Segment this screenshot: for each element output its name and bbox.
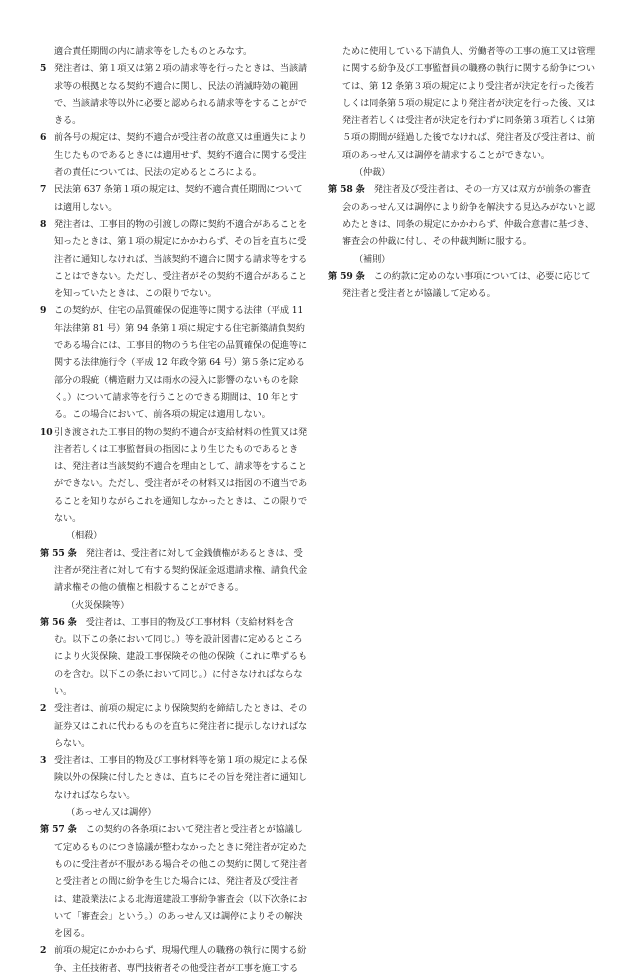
paragraph-number: 6 — [40, 132, 47, 144]
article — [328, 181, 596, 250]
paragraph — [40, 129, 308, 181]
paragraph — [40, 942, 308, 977]
article — [40, 821, 308, 942]
paragraph — [40, 302, 308, 423]
article-heading: （あっせん又は調停） — [66, 807, 157, 819]
paragraph — [40, 60, 308, 129]
paragraph-text: 前項の規定にかかわらず、現場代理人の職務の執行に関する紛争、主任技術者、専門技術者その他受注者が工事を施工する — [54, 945, 307, 974]
article-heading: （仲裁） — [354, 167, 391, 179]
article-number: 第 55 条 — [40, 547, 77, 559]
paragraph — [40, 424, 308, 528]
paragraph-text: 前各号の規定は、契約不適合が受注者の故意又は重過失により生じたものであるときには適用せず、契約不適合に関する受注者の責任については、民法の定めるところによる。 — [54, 132, 308, 179]
article-text: この約款に定めのない事項については、必要に応じて発注者と受注者とが協議して定める。 — [342, 270, 591, 300]
paragraph-number: 5 — [40, 63, 47, 75]
article-heading: （火災保険等） — [66, 599, 130, 611]
article-text: 発注者は、受注者に対して金銭債権があるときは、受注者が発注者に対して有する契約保証金返還請求権、請負代金請求権その他の債権と相殺することができる。 — [54, 547, 308, 594]
paragraph-text: 受注者は、前項の規定により保険契約を締結したときは、その証券又はこれに代わるものを直ちに発注者に提示しなければならない。 — [54, 703, 308, 749]
paragraph — [40, 752, 308, 804]
article-number: 第 59 条 — [328, 270, 365, 282]
paragraph-number: 8 — [40, 218, 47, 230]
article-number: 第 56 条 — [40, 616, 77, 628]
continuation-text: ために使用している下請負人、労働者等の工事の施工又は管理に関する紛争及び工事監督員の職務の執行に関する紛争については、第 12 条第３項の規定により受注者が決定を行った後若しくは同条第５項の規定により発注者が決定を行った後、又は発注者若しくは受注者が決定を行わずに同条第３項若しくは第５項の期間が経過した後でなければ、発注者及び受注者は、前項のあっせん又は調停を請求することができない。 — [342, 46, 596, 161]
continuation-text: 適合責任期間の内に請求等をしたものとみなす。 — [54, 46, 253, 57]
paragraph-number: 2 — [40, 703, 47, 715]
paragraph-text: 受注者は、工事目的物及び工事材料等を第１項の規定による保険以外の保険に付したときは、直ちにその旨を発注者に通知しなければならない。 — [54, 755, 308, 801]
left-column — [40, 43, 308, 977]
article — [328, 268, 596, 303]
paragraph — [40, 700, 308, 752]
article — [40, 614, 308, 700]
article-text: 発注者及び受注者は、その一方又は双方が前条の審査会のあっせん又は調停により紛争を解決する見込みがないと認めたときは、同条の規定にかかわらず、仲裁合意書に基づき、審査会の仲裁に付し、その仲裁判断に服する。 — [342, 184, 595, 248]
article — [40, 545, 308, 597]
paragraph-text: 発注者は、第１項又は第２項の請求等を行ったときは、当該請求等の根拠となる契約不適合に関し、民法の消滅時効の範囲で、当該請求等以外に必要と認められる請求等をすることができる。 — [54, 63, 308, 127]
article-heading: （補則） — [354, 253, 391, 265]
article-number: 第 58 条 — [328, 184, 365, 196]
paragraph-number: 9 — [40, 305, 47, 317]
article-heading: （相殺） — [66, 530, 103, 542]
paragraph — [40, 216, 308, 302]
paragraph-text: この契約が、住宅の品質確保の促進等に関する法律（平成 11 年法律第 81 号）第 94 条第１項に規定する住宅新築請負契約である場合には、工事目的物のうち住宅の品質確保の促進等に関する法律施行令（平成 12 年政令第 64 号）第５条に定める部分の瑕疵（構造耐力又は雨水の浸入に影響のないものを除く。）について請求等を行うことのできる期間は、10 年とする。この場合において、前各項の規定は適用しない。 — [54, 305, 308, 421]
right-column — [328, 43, 596, 302]
paragraph-text: 民法第 637 条第１項の規定は、契約不適合責任期間については適用しない。 — [54, 184, 303, 213]
paragraph-text: 発注者は、工事目的物の引渡しの際に契約不適合があることを知ったときは、第１項の規定にかかわらず、その旨を直ちに受注者に通知しなければ、当該契約不適合に関する請求等をすることはできない。ただし、受注者がその契約不適合があることを知っていたときは、この限りでない。 — [54, 218, 308, 300]
article-text: この契約の各条項において発注者と受注者とが協議して定めるものにつき協議が整わなかったときに発注者が定めたものに受注者が不服がある場合その他この契約に関して発注者と受注者との間に紛争を生じた場合には、発注者及び受注者は、建設業法による北海道建設工事紛争審査会（以下次条において「審査会」という。）のあっせん又は調停によりその解決を図る。 — [54, 824, 308, 940]
paragraph-text: 引き渡された工事目的物の契約不適合が支給材料の性質又は発注者若しくは工事監督員の指図により生じたものであるときは、発注者は当該契約不適合を理由として、請求等をすることができない。ただし、受注者がその材料又は指図の不適当であることを知りながらこれを通知しなかったときは、この限りでない。 — [54, 426, 308, 525]
article-number: 第 57 条 — [40, 824, 77, 836]
paragraph-number: 3 — [40, 755, 47, 767]
paragraph-number: 2 — [40, 945, 47, 957]
article-text: 受注者は、工事目的物及び工事材料（支給材料を含む。以下この条において同じ。）等を設計図書に定めるところにより火災保険、建設工事保険その他の保険（これに準ずるものを含む。以下この条において同じ。）に付さなければならない。 — [54, 616, 308, 697]
paragraph-number: 10 — [40, 426, 53, 438]
paragraph-number: 7 — [40, 184, 47, 196]
paragraph — [40, 181, 308, 216]
